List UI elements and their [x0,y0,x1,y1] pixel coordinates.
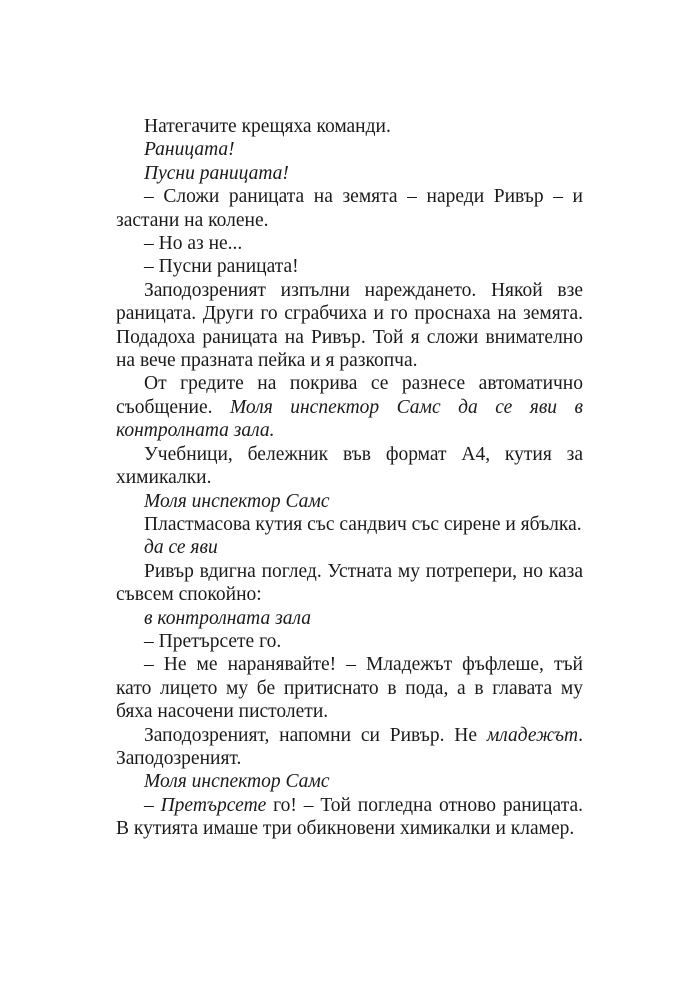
body-text: Пластмасова кутия със сандвич със сирене и ябълка. [144,513,582,535]
body-text: Ривър вдигна поглед. Устната му потрепери, но каза съвсем спокойно: [116,560,583,606]
paragraph [116,536,583,559]
body-text: Учебници, бележник във формат А4, кутия за химикалки. [116,443,583,489]
paragraph [116,770,583,793]
paragraph [116,443,583,490]
body-text: – [144,794,161,816]
paragraph [116,513,583,536]
paragraph [116,560,583,607]
paragraph [116,607,583,630]
paragraph [116,115,583,138]
paragraph [116,279,583,373]
paragraph [116,724,583,771]
paragraph [116,372,583,442]
paragraph [116,138,583,161]
paragraph [116,185,583,232]
italic-text: Моля инспектор Самс [144,771,330,793]
body-text: Заподозреният, напомни си Ривър. Не [144,724,487,746]
italic-text: Претърсете [160,794,267,816]
body-text: – Сложи раницата на земята – нареди Ривър – и застани на колене. [116,186,583,231]
page-text [116,115,583,841]
body-text: . Заподозреният. [116,724,583,769]
paragraph [116,630,583,653]
body-text: – Не ме наранявайте! – Младежът фъфлеше, тъй като лицето му бе притиснато в пода, а в главата му бяха насочени пистолети. [116,654,583,723]
paragraph [116,162,583,185]
body-text: Натегачите крещяха команди. [144,116,391,137]
italic-text: да се яви [144,537,218,559]
body-text: го! – Той погледна отново раницата. В кутията имаше три обикновени химикалки и кламер. [116,794,583,840]
italic-text: младежът [486,724,579,746]
paragraph [116,232,583,255]
italic-text: Моля инспектор Самс да се яви в контролната зала. [116,396,583,442]
italic-text: Раницата! [144,139,235,161]
paragraph [116,794,583,841]
body-text: – Претърсете го. [144,630,282,652]
italic-text: в контролната зала [144,607,311,629]
italic-text: Моля инспектор Самс [144,490,330,512]
paragraph [116,653,583,723]
italic-text: Пусни раницата! [144,162,289,184]
body-text: – Но аз не... [144,233,243,255]
body-text: От гредите на покрива се разнесе автоматично съобщение. [116,373,583,418]
body-text: Заподозреният изпълни нареждането. Някой взе раницата. Други го сграбчиха и го проснаха на земята. Подадоха раницата на Ривър. Той я сложи внимателно на вече празната пейка и я разкопча. [116,279,583,372]
paragraph [116,255,583,278]
body-text: – Пусни раницата! [144,256,299,278]
paragraph [116,490,583,513]
